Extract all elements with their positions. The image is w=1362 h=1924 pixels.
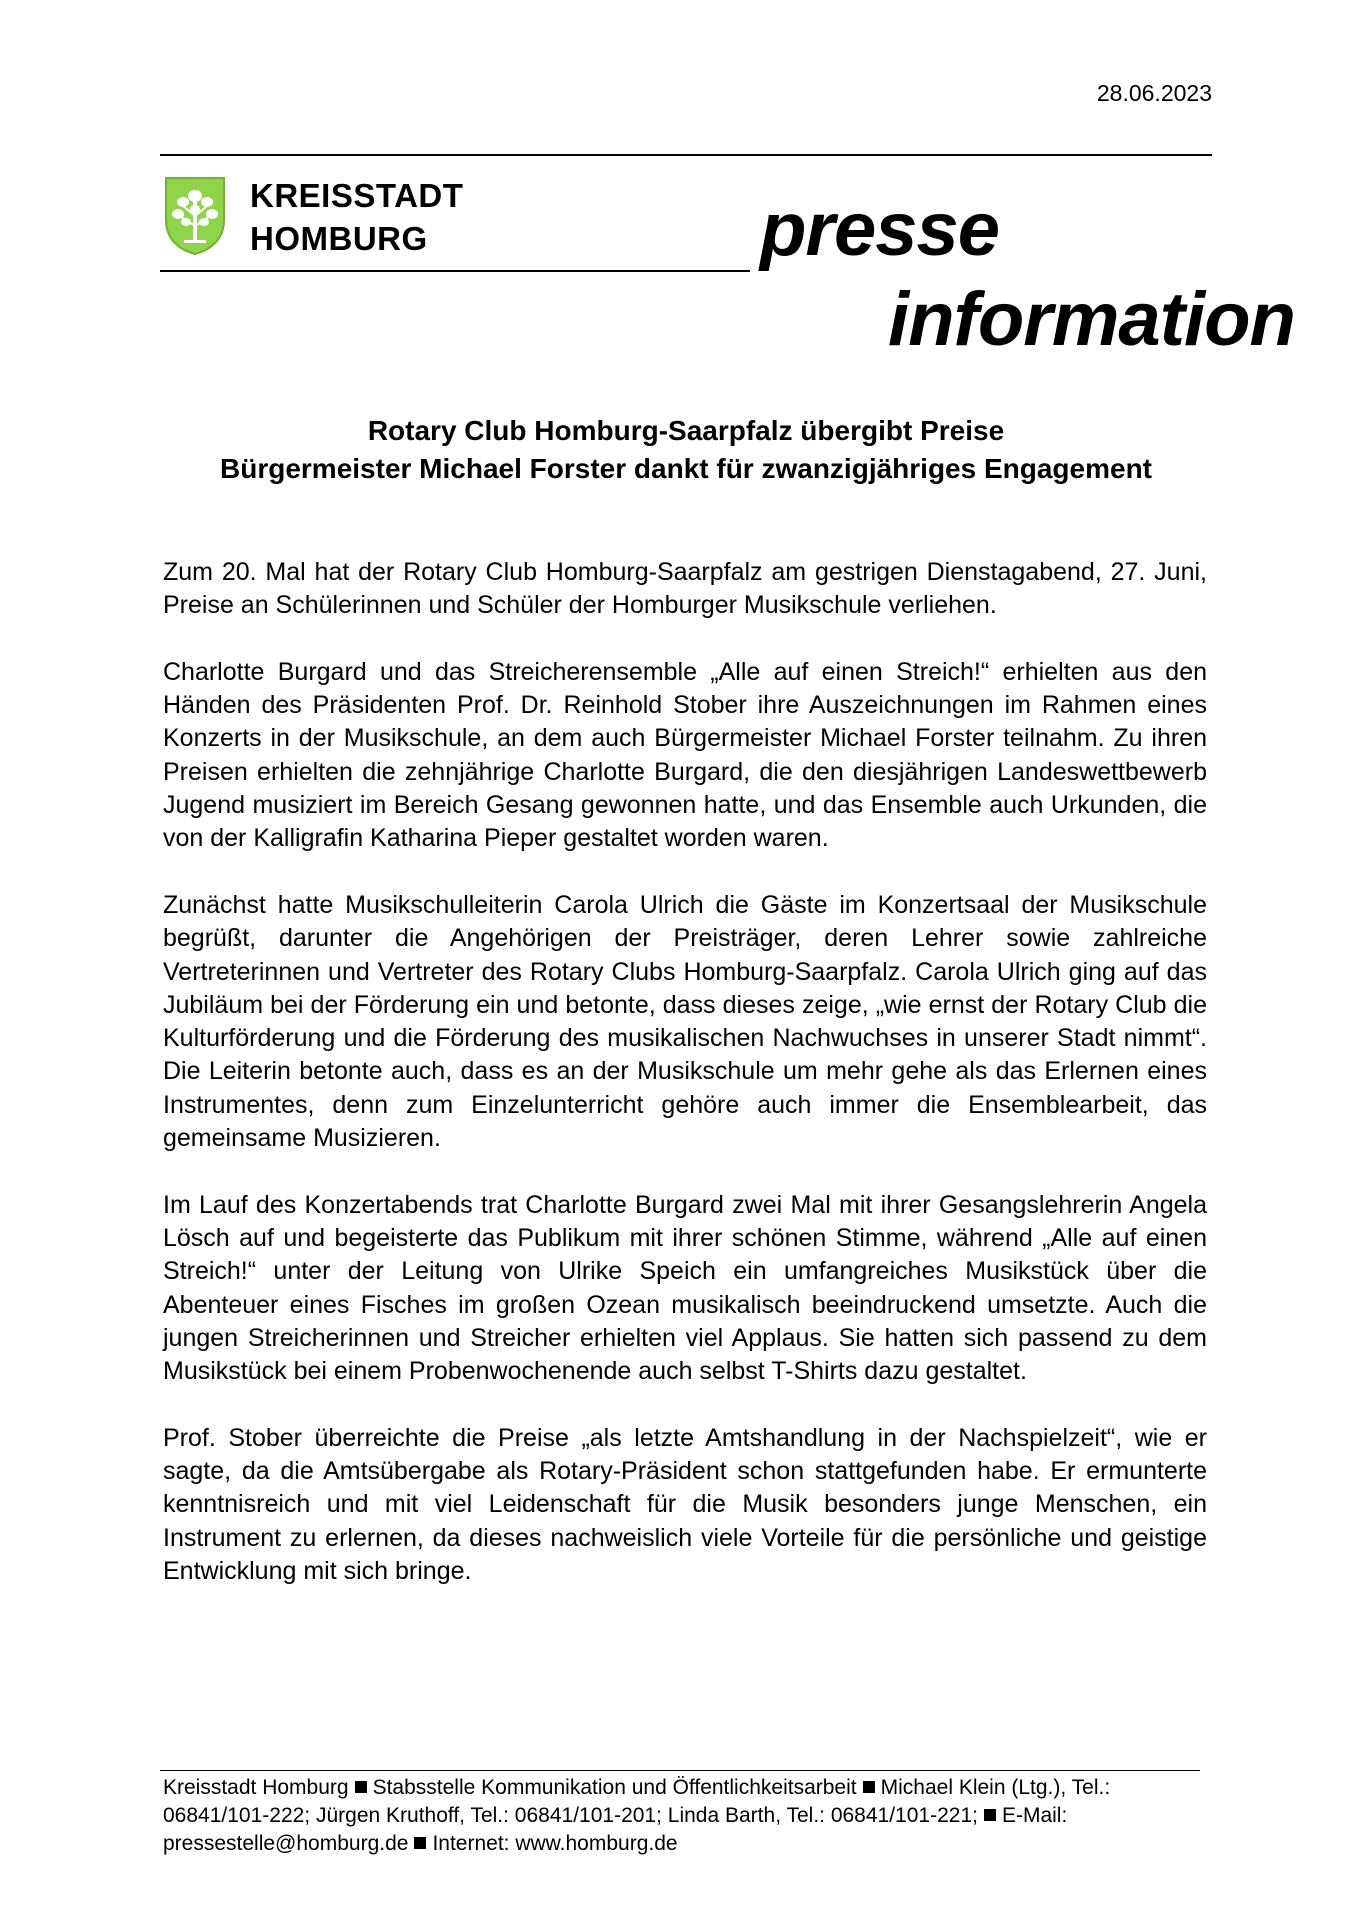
headline-title: Rotary Club Homburg-Saarpfalz übergibt Preise — [367, 415, 1005, 446]
header-word-information: information — [888, 277, 1295, 362]
footer-city: Kreisstadt Homburg — [163, 1776, 349, 1799]
article-paragraph-4: Im Lauf des Konzertabends trat Charlotte Burgard zwei Mal mit ihrer Gesangslehrerin Angela Lösch auf und begeisterte das Publikum mit ihrer schönen Stimme, während „Alle auf einen Streich!“ unter der Leitung von Ulrike Speich ein umfangreiches Musikstück über die Abenteuer eines Fisches im großen Ozean musikalisch beeindruckend umsetzte. Auch die jungen Streicherinnen und Streicher erhielten viel Applaus. Sie hatten sich passend zu dem Musikstück bei einem Probenwochenende auch selbst T-Shirts dazu gestaltet. — [163, 1190, 1207, 1386]
contact-footer — [163, 1774, 1203, 1858]
separator-square-icon — [984, 1809, 996, 1821]
separator-square-icon — [414, 1837, 426, 1849]
footer-email[interactable]: E-Mail: pressestelle@homburg.de — [163, 1804, 1068, 1855]
headline-subtitle: Bürgermeister Michael Forster dankt für zwanzigjähriges Engagement — [220, 453, 1152, 484]
article-paragraph-1: Zum 20. Mal hat der Rotary Club Homburg-Saarpfalz am gestrigen Dienstagabend, 27. Juni, Preise an Schülerinnen und Schüler der Homburger Musikschule verliehen. — [163, 558, 1207, 620]
footer-website[interactable]: Internet: www.homburg.de — [432, 1832, 678, 1855]
city-name — [250, 174, 463, 260]
press-headline — [160, 412, 1212, 488]
footer-rule — [160, 1770, 1200, 1771]
article-paragraph-2: Charlotte Burgard und das Streicherensemble „Alle auf einen Streich!“ erhielten aus den Händen des Präsidenten Prof. Dr. Reinhold Stober ihre Auszeichnungen im Rahmen eines Konzerts in der Musikschule, an dem auch Bürgermeister Michael Forster teilnahm. Zu ihren Preisen erhielten die zehnjährige Charlotte Burgard, die den diesjährigen Landeswettbewerb Jugend musiziert im Bereich Gesang gewonnen hatte, und das Ensemble auch Urkunden, die von der Kalligrafin Katharina Pieper gestaltet worden waren. — [163, 657, 1207, 853]
press-release-date: 28.06.2023 — [1096, 80, 1212, 106]
article-body — [163, 556, 1207, 1622]
article-paragraph-5: Prof. Stober überreichte die Preise „als letzte Amtshandlung in der Nachspielzeit“, wie er sagte, da die Amtsübergabe als Rotary-Präsident schon stattgefunden habe. Er ermunterte kenntnisreich und mit viel Leidenschaft für die Musik besonders junge Menschen, ein Instrument zu erlernen, da dieses nachweislich viele Vorteile für die persönliche und geistige Entwicklung mit sich bringe. — [163, 1423, 1207, 1585]
city-name-line-1: KREISSTADT — [250, 177, 464, 214]
separator-square-icon — [355, 1781, 367, 1793]
footer-contacts: Michael Klein (Ltg.), Tel.: 06841/101-222; Jürgen Kruthoff, Tel.: 06841/101-201; Linda Barth, Tel.: 06841/101-221; — [163, 1776, 1111, 1827]
homburg-coat-of-arms-logo — [164, 176, 226, 256]
header-logo-rule — [160, 270, 750, 272]
header-top-rule — [160, 154, 1212, 156]
header-word-presse: presse — [760, 187, 1000, 272]
footer-department: Stabsstelle Kommunikation und Öffentlichkeitsarbeit — [372, 1776, 857, 1799]
separator-square-icon — [863, 1781, 875, 1793]
city-name-line-2: HOMBURG — [250, 220, 428, 257]
article-paragraph-3: Zunächst hatte Musikschulleiterin Carola Ulrich die Gäste im Konzertsaal der Musikschule begrüßt, darunter die Angehörigen der Preisträger, deren Lehrer sowie zahlreiche Vertreterinnen und Vertreter des Rotary Clubs Homburg-Saarpfalz. Carola Ulrich ging auf das Jubiläum bei der Förderung ein und betonte, dass dieses zeige, „wie ernst der Rotary Club die Kulturförderung und die Förderung des musikalischen Nachwuchses in unserer Stadt nimmt“. Die Leiterin betonte auch, dass es an der Musikschule um mehr gehe als das Erlernen eines Instrumentes, denn zum Einzelunterricht gehöre auch immer die Ensemblearbeit, das gemeinsame Musizieren. — [163, 890, 1207, 1153]
